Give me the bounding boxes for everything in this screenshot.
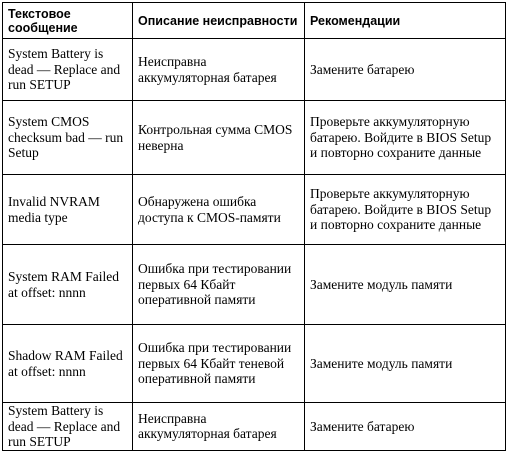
table-header-row bbox=[3, 3, 506, 39]
table-row bbox=[3, 101, 506, 175]
header-recommendation: Рекомендации bbox=[305, 3, 506, 39]
cell-message: Invalid NVRAM media type bbox=[3, 175, 133, 245]
cell-recommendation: Замените модуль памяти bbox=[305, 245, 506, 325]
cell-message: System RAM Failed at offset: nnnn bbox=[3, 245, 133, 325]
cell-message: System Battery is dead — Replace and run SETUP bbox=[3, 39, 133, 101]
cell-recommendation: Проверьте аккумуляторную батарею. Войдите в BIOS Setup и повторно сохраните данные bbox=[305, 101, 506, 175]
cell-description: Контрольная сумма CMOS неверна bbox=[133, 101, 305, 175]
cell-description: Неисправна аккумуляторная батарея bbox=[133, 403, 305, 451]
cell-recommendation: Проверьте аккумуляторную батарею. Войдите в BIOS Setup и повторно сохраните данные bbox=[305, 175, 506, 245]
table-row bbox=[3, 245, 506, 325]
header-description: Описание неисправности bbox=[133, 3, 305, 39]
cell-description: Ошибка при тестировании первых 64 Кбайт оперативной памяти bbox=[133, 245, 305, 325]
header-message: Текстовое сообщение bbox=[3, 3, 133, 39]
cell-recommendation: Замените батарею bbox=[305, 403, 506, 451]
cell-message: System Battery is dead — Replace and run SETUP bbox=[3, 403, 133, 451]
cell-description: Ошибка при тестировании первых 64 Кбайт теневой оперативной памяти bbox=[133, 325, 305, 403]
table-row bbox=[3, 39, 506, 101]
cell-recommendation: Замените модуль памяти bbox=[305, 325, 506, 403]
table-row bbox=[3, 175, 506, 245]
cell-description: Обнаружена ошибка доступа к CMOS-памяти bbox=[133, 175, 305, 245]
cell-recommendation: Замените батарею bbox=[305, 39, 506, 101]
cell-message: System CMOS checksum bad — run Setup bbox=[3, 101, 133, 175]
cell-message: Shadow RAM Failed at offset: nnnn bbox=[3, 325, 133, 403]
bios-error-table bbox=[2, 2, 506, 451]
table-row bbox=[3, 325, 506, 403]
table-row bbox=[3, 403, 506, 451]
cell-description: Неисправна аккумуляторная батарея bbox=[133, 39, 305, 101]
